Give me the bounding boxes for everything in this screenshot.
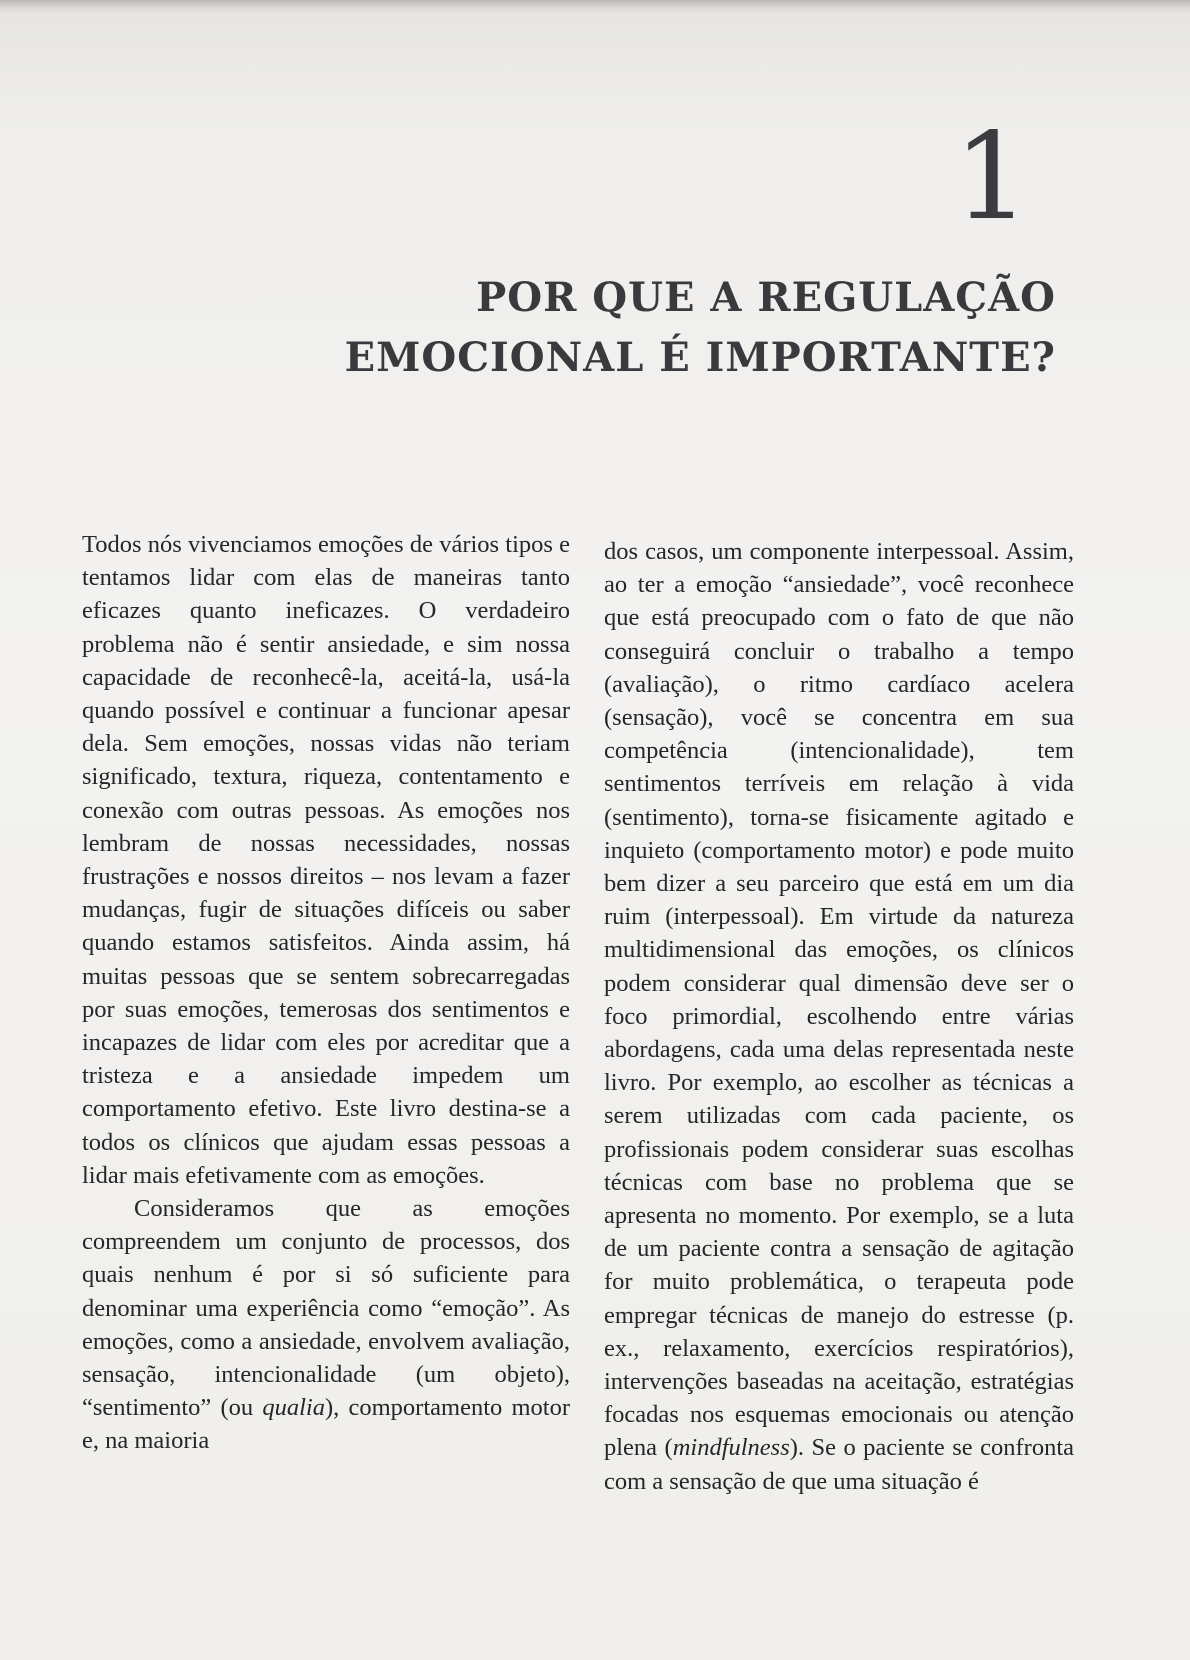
chapter-title-line-1: POR QUE A REGULAÇÃO: [476, 274, 1056, 321]
page-top-edge: [0, 0, 1190, 14]
paragraph-2-text-end: ), comportamento motor e, na maioria: [82, 1394, 570, 1455]
body-paragraph-continued: [604, 535, 1074, 1498]
right-text-column: [604, 535, 1074, 1498]
body-paragraph-1: Todos nós vivenciamos emoções de vários tipos e tentamos lidar com elas de maneiras tanto eficazes quanto ineficazes. O verdadeiro problema não é sentir ansiedade, e sim nossa capacidade de reconhecê-la, aceitá-la, usá-la quando possível e continuar a funcionar apesar dela. Sem emoções, nossas vidas não teriam significado, textura, riqueza, contentamento e conexão com outras pessoas. As emoções nos lembram de nossas necessidades, nossas frustrações e nossos direitos – nos levam a fazer mudanças, fugir de situações difíceis ou saber quando estamos satisfeitos. Ainda assim, há muitas pessoas que se sentem sobrecarregadas por suas emoções, temerosas dos sentimentos e incapazes de lidar com eles por acreditar que a tristeza e a ansiedade impedem um comportamento efetivo. Este livro destina-se a todos os clínicos que ajudam essas pessoas a lidar mais efetivamente com as emoções.: [82, 531, 570, 1189]
chapter-title-line-2: EMOCIONAL É IMPORTANTE?: [344, 334, 1056, 381]
chapter-number: 1: [953, 108, 1030, 247]
paragraph-2-italic-term: qualia: [262, 1394, 325, 1422]
right-column-italic-term: mindfulness: [672, 1434, 790, 1462]
left-text-column: [82, 528, 570, 1458]
right-column-text-end: ). Se o paciente se confronta com a sensação de que uma situação é: [604, 1434, 1074, 1495]
right-column-text: dos casos, um componente interpessoal. Assim, ao ter a emoção “ansiedade”, você reconhece que está preocupado com o fato de que não conseguirá concluir o trabalho a tempo (avaliação), o ritmo cardíaco acelera (sensação), você se concentra em sua competência (intencionalidade), tem sentimentos terríveis em relação à vida (sentimento), torna-se fisicamente agitado e inquieto (comportamento motor) e pode muito bem dizer a seu parceiro que está em um dia ruim (interpessoal). Em virtude da natureza multidimensional das emoções, os clínicos podem considerar qual dimensão deve ser o foco primordial, escolhendo entre várias abordagens, cada uma delas representada neste livro. Por exemplo, ao escolher as técnicas a serem utilizadas com cada paciente, os profissionais podem considerar suas escolhas técnicas com base no problema que se apresenta no momento. Por exemplo, se a luta de um paciente contra a sensação de agitação for muito problemática, o terapeuta pode empregar técnicas de manejo do estresse (p. ex., relaxamento, exercícios respiratórios), intervenções baseadas na aceitação, estratégias focadas nos esquemas emocionais ou atenção plena (: [604, 538, 1074, 1462]
body-paragraph-2: [82, 1192, 570, 1458]
chapter-title: [300, 268, 1056, 388]
paragraph-2-text: Consideramos que as emoções compreendem um conjunto de processos, dos quais nenhum é por si só suficiente para denominar uma experiência como “emoção”. As emoções, como a ansiedade, envolvem avaliação, sensação, intencionalidade (um objeto), “sentimento” (ou: [82, 1195, 570, 1422]
